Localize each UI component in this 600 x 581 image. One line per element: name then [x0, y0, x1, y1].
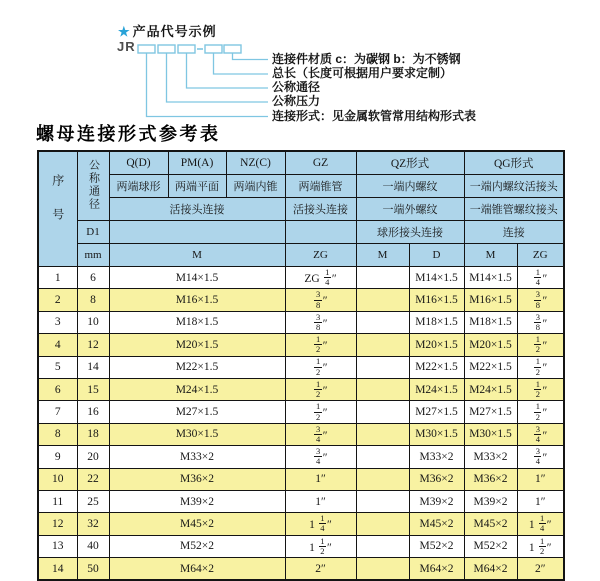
header-qz-connection: 球形接头连接	[356, 221, 464, 244]
code-box	[178, 45, 195, 53]
header-qg-zg: ZG	[517, 244, 564, 267]
header-gz-connection: 活接头连接	[285, 198, 356, 221]
cell-qz_m	[356, 311, 409, 333]
cell-seq: 4	[38, 334, 77, 356]
header-qg-sub1: 一端内螺纹活接头	[464, 175, 564, 198]
cell-m: M14×1.5	[109, 267, 285, 289]
cell-seq: 12	[38, 513, 77, 535]
cell-qz_d: M36×2	[409, 468, 464, 490]
fraction: $\frac{1}{2}$	[535, 401, 540, 422]
fraction: $\frac{1}{4}$	[325, 266, 330, 288]
cell-qz_d: M24×1.5	[409, 378, 464, 400]
header-col-gz: GZ	[285, 151, 356, 175]
cell-gz: 1″	[285, 490, 356, 512]
connector-line	[167, 53, 269, 102]
cell-qz_d: M33×2	[409, 446, 464, 468]
cell-qg_m: M45×2	[464, 513, 517, 535]
cell-mm: 22	[77, 468, 109, 490]
cell-gz: $\frac{1}{2}$ ″	[285, 356, 356, 378]
cell-qz_d: M52×2	[409, 535, 464, 557]
table-row	[38, 356, 564, 378]
connector-line	[233, 53, 269, 60]
cell-seq: 6	[38, 378, 77, 400]
code-box	[138, 45, 155, 53]
cell-gz: 1″	[285, 468, 356, 490]
cell-m: M18×1.5	[109, 311, 285, 333]
table-row	[38, 558, 564, 581]
cell-gz: 1 $\frac{1}{4}$ ″	[285, 513, 356, 535]
cell-gz: $\frac{3}{4}$ ″	[285, 423, 356, 445]
cell-mm: 6	[77, 267, 109, 289]
table-row	[38, 468, 564, 490]
header-q-sub: 两端球形	[109, 175, 168, 198]
table-row	[38, 289, 564, 311]
cell-qg_zg: 1 $\frac{1}{4}$ ″	[517, 513, 564, 535]
fraction: $\frac{1}{2}$	[315, 334, 321, 355]
cell-gz: ZG $\frac{1}{4}$ ″	[285, 267, 356, 289]
fraction: $\frac{3}{4}$	[535, 445, 540, 467]
cell-seq: 7	[38, 401, 77, 423]
cell-seq: 14	[38, 558, 77, 581]
fraction: $\frac{1}{2}$	[315, 356, 321, 377]
table-row	[38, 267, 564, 289]
table-row	[38, 401, 564, 423]
cell-qg_m: M33×2	[464, 446, 517, 468]
cell-qg_zg: 1″	[517, 490, 564, 512]
fraction: $\frac{3}{8}$	[535, 289, 540, 310]
cell-gz: 2″	[285, 558, 356, 581]
fraction: $\frac{1}{2}$	[320, 535, 325, 556]
header-qz-d: D	[409, 244, 464, 267]
header-empty	[109, 221, 285, 244]
header-empty	[285, 221, 356, 244]
fraction: $\frac{3}{8}$	[535, 311, 540, 332]
header-nz-sub: 两端内锥	[226, 175, 285, 198]
table-row	[38, 423, 564, 445]
cell-gz: 1 $\frac{1}{2}$ ″	[285, 535, 356, 557]
cell-m: M52×2	[109, 535, 285, 557]
star-icon: ★	[118, 24, 131, 39]
code-label-pressure: 公称压力	[272, 94, 321, 108]
code-box	[224, 45, 241, 53]
cell-mm: 18	[77, 423, 109, 445]
cell-qz_d: M45×2	[409, 513, 464, 535]
cell-qz_d: M22×1.5	[409, 356, 464, 378]
table-row	[38, 446, 564, 468]
header-union-connection: 活接头连接	[109, 198, 285, 221]
cell-qg_zg: $\frac{1}{2}$ ″	[517, 378, 564, 400]
cell-m: M16×1.5	[109, 289, 285, 311]
connector-line	[214, 53, 269, 74]
header-qg-connection: 连接	[464, 221, 564, 244]
code-box	[158, 45, 175, 53]
cell-mm: 14	[77, 356, 109, 378]
cell-qz_m	[356, 401, 409, 423]
cell-mm: 32	[77, 513, 109, 535]
cell-mm: 10	[77, 311, 109, 333]
cell-mm: 40	[77, 535, 109, 557]
cell-qg_zg: 2″	[517, 558, 564, 581]
header-qz-sub1: 一端内螺纹	[356, 175, 464, 198]
cell-qg_m: M16×1.5	[464, 289, 517, 311]
cell-gz: $\frac{3}{8}$ ″	[285, 289, 356, 311]
cell-qg_m: M22×1.5	[464, 356, 517, 378]
cell-qz_m	[356, 558, 409, 581]
cell-qg_zg: $\frac{3}{4}$ ″	[517, 423, 564, 445]
cell-gz: $\frac{3}{8}$ ″	[285, 311, 356, 333]
fraction: $\frac{3}{8}$	[315, 289, 321, 310]
code-label-material: 连接件材质 c：为碳钢 b：为不锈钢	[272, 52, 461, 66]
fraction: $\frac{1}{4}$	[535, 266, 540, 288]
cell-qz_m	[356, 289, 409, 311]
header-gz-sub: 两端锥管	[285, 175, 356, 198]
cell-qz_m	[356, 356, 409, 378]
product-code-prefix: JR	[117, 39, 136, 54]
header-zg: ZG	[285, 244, 356, 267]
table-title: 螺母连接形式参考表	[36, 124, 221, 144]
table-header	[38, 151, 564, 267]
cell-m: M39×2	[109, 490, 285, 512]
code-label-diameter: 公称通径	[272, 80, 321, 94]
cell-mm: 20	[77, 446, 109, 468]
header-qz-m: M	[356, 244, 409, 267]
fraction: $\frac{1}{4}$	[540, 513, 545, 534]
cell-qz_d: M39×2	[409, 490, 464, 512]
fraction: $\frac{3}{4}$	[315, 445, 321, 467]
cell-qz_d: M16×1.5	[409, 289, 464, 311]
cell-qz_d: M20×1.5	[409, 334, 464, 356]
cell-qg_m: M30×1.5	[464, 423, 517, 445]
cell-m: M30×1.5	[109, 423, 285, 445]
fraction: $\frac{1}{4}$	[320, 513, 325, 534]
cell-seq: 1	[38, 267, 77, 289]
header-mm: mm	[77, 244, 109, 267]
header-seq: 序号	[38, 151, 77, 267]
fraction: $\frac{1}{2}$	[540, 535, 545, 556]
connector-line	[187, 53, 269, 88]
cell-qz_m	[356, 334, 409, 356]
cell-mm: 16	[77, 401, 109, 423]
cell-qg_m: M14×1.5	[464, 267, 517, 289]
cell-qz_d: M18×1.5	[409, 311, 464, 333]
cell-qz_m	[356, 267, 409, 289]
cell-qg_zg: $\frac{1}{2}$ ″	[517, 356, 564, 378]
cell-m: M33×2	[109, 446, 285, 468]
cell-m: M24×1.5	[109, 378, 285, 400]
cell-qg_m: M39×2	[464, 490, 517, 512]
cell-mm: 8	[77, 289, 109, 311]
cell-qz_d: M27×1.5	[409, 401, 464, 423]
table-row	[38, 334, 564, 356]
cell-qg_m: M18×1.5	[464, 311, 517, 333]
cell-qz_m	[356, 490, 409, 512]
header-qg-m: M	[464, 244, 517, 267]
cell-qg_m: M64×2	[464, 558, 517, 581]
cell-qg_zg: $\frac{3}{8}$ ″	[517, 289, 564, 311]
table-row	[38, 535, 564, 557]
fraction: $\frac{1}{2}$	[315, 401, 321, 422]
cell-seq: 11	[38, 490, 77, 512]
cell-m: M22×1.5	[109, 356, 285, 378]
code-label-connection-form: 连接形式：见金属软管常用结构形式表	[272, 109, 477, 123]
header-qg-sub2: 一端锥管螺纹接头	[464, 198, 564, 221]
cell-qg_zg: $\frac{1}{4}$ ″	[517, 267, 564, 289]
cell-qz_d: M30×1.5	[409, 423, 464, 445]
cell-seq: 5	[38, 356, 77, 378]
cell-seq: 3	[38, 311, 77, 333]
table-row	[38, 378, 564, 400]
cell-qg_m: M52×2	[464, 535, 517, 557]
cell-mm: 25	[77, 490, 109, 512]
code-label-length: 总长（长度可根据用户要求定制）	[272, 66, 453, 80]
diagram-heading-text: 产品代号示例	[132, 24, 217, 39]
cell-qg_zg: $\frac{1}{2}$ ″	[517, 401, 564, 423]
header-pm-sub: 两端平面	[168, 175, 226, 198]
cell-qg_m: M20×1.5	[464, 334, 517, 356]
cell-m: M36×2	[109, 468, 285, 490]
cell-qg_zg: 1″	[517, 468, 564, 490]
cell-m: M20×1.5	[109, 334, 285, 356]
cell-qg_m: M36×2	[464, 468, 517, 490]
diagram-heading	[118, 21, 217, 40]
connector-line	[147, 53, 269, 117]
cell-m: M45×2	[109, 513, 285, 535]
cell-qz_m	[356, 513, 409, 535]
cell-qz_m	[356, 535, 409, 557]
cell-mm: 12	[77, 334, 109, 356]
cell-seq: 9	[38, 446, 77, 468]
header-m: M	[109, 244, 285, 267]
code-box	[205, 45, 222, 53]
table-row	[38, 513, 564, 535]
cell-seq: 10	[38, 468, 77, 490]
nut-connection-reference-table	[37, 150, 565, 581]
header-col-qz: QZ形式	[356, 151, 464, 175]
cell-qg_zg: $\frac{3}{8}$ ″	[517, 311, 564, 333]
header-col-q: Q(D)	[109, 151, 168, 175]
cell-qz_m	[356, 468, 409, 490]
cell-qg_m: M27×1.5	[464, 401, 517, 423]
cell-gz: $\frac{3}{4}$ ″	[285, 446, 356, 468]
header-col-pm: PM(A)	[168, 151, 226, 175]
fraction: $\frac{1}{2}$	[535, 356, 540, 377]
cell-qz_d: M64×2	[409, 558, 464, 581]
header-col-qg: QG形式	[464, 151, 564, 175]
header-col-nz: NZ(C)	[226, 151, 285, 175]
cell-gz: $\frac{1}{2}$ ″	[285, 401, 356, 423]
fraction: $\frac{3}{8}$	[315, 311, 321, 332]
fraction: $\frac{1}{2}$	[315, 378, 321, 400]
cell-gz: $\frac{1}{2}$ ″	[285, 334, 356, 356]
cell-seq: 8	[38, 423, 77, 445]
cell-gz: $\frac{1}{2}$ ″	[285, 378, 356, 400]
cell-qz_d: M14×1.5	[409, 267, 464, 289]
table-row	[38, 311, 564, 333]
cell-m: M64×2	[109, 558, 285, 581]
cell-qg_zg: $\frac{3}{4}$ ″	[517, 446, 564, 468]
cell-qz_m	[356, 423, 409, 445]
fraction: $\frac{3}{4}$	[535, 423, 540, 444]
cell-mm: 15	[77, 378, 109, 400]
cell-qz_m	[356, 378, 409, 400]
header-d1: D1	[77, 221, 109, 244]
fraction: $\frac{1}{2}$	[535, 378, 540, 400]
fraction: $\frac{1}{2}$	[535, 334, 540, 355]
cell-qg_m: M24×1.5	[464, 378, 517, 400]
header-qz-sub2: 一端外螺纹	[356, 198, 464, 221]
table-row	[38, 490, 564, 512]
cell-seq: 13	[38, 535, 77, 557]
fraction: $\frac{3}{4}$	[315, 423, 321, 444]
table-body	[38, 267, 564, 581]
cell-seq: 2	[38, 289, 77, 311]
cell-m: M27×1.5	[109, 401, 285, 423]
header-diameter: 公称通径	[77, 151, 109, 221]
cell-mm: 50	[77, 558, 109, 581]
cell-qz_m	[356, 446, 409, 468]
cell-qg_zg: 1 $\frac{1}{2}$ ″	[517, 535, 564, 557]
cell-qg_zg: $\frac{1}{2}$ ″	[517, 334, 564, 356]
